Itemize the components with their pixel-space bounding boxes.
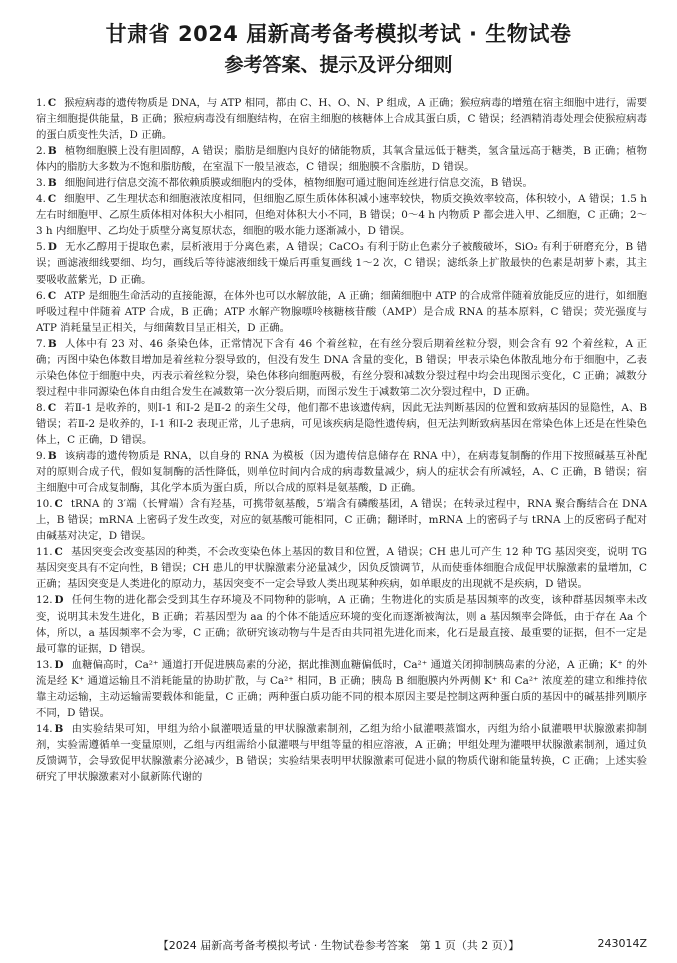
explanation-text: 细胞间进行信息交流不都依赖质膜或细胞内的受体，植物细胞可通过胞间连丝进行信息交流，B 错误。 <box>64 177 533 190</box>
answer-item <box>36 657 647 721</box>
question-number: 7. <box>36 337 46 350</box>
answer-letter: B <box>47 337 57 350</box>
answer-letter: D <box>54 594 64 607</box>
explanation-text: 基因突变会改变基因的种类，不会改变染色体上基因的数目和位置，A 错误；CH 患儿可产生 12 种 TG 基因突变，说明 TG 基因突变具有不定向性，B 错误；CH 患儿的甲状腺激素分泌量减少，因负反馈调节，从而使垂体细胞合成促甲状腺激素的量增加，C 正确；基因突变是人类进化的原动力，基因突变不一定会导致人类出现某种疾病，如单眼皮的出现就不是疾病，D 错误。 <box>36 546 647 591</box>
explanation-text: 该病毒的遗传物质是 RNA，以自身的 RNA 为模板（因为遗传信息储存在 RNA 中），在病毒复制酶的作用下按照碱基互补配对的原则合成子代，假如复制酶的活性降低，则单位时间内合成的病毒数量减少，病人的症状会有所减轻，A、C 正确，B 错误；宿主细胞中可合成复制酶，其化学本质为蛋白质，所以合成的原料是氨基酸，D 正确。 <box>36 450 647 495</box>
answer-item <box>36 448 647 496</box>
answer-item <box>36 496 647 544</box>
answer-item <box>36 721 647 785</box>
explanation-text: tRNA 的 3′端（长臂端）含有羟基，可携带氨基酸，5′端含有磷酸基团，A 错误；在转录过程中，RNA 聚合酶结合在 DNA 上，B 错误；mRNA 上密码子发生改变，对应的氨基酸可能相同，C 正确；翻译时，mRNA 上的密码子与 tRNA 上的反密码子配对由碱基对决定，D 错误。 <box>36 498 647 543</box>
answer-letter: B <box>47 450 57 463</box>
explanation-text: 由实验结果可知，甲组为给小鼠灌喂适量的甲状腺激素制剂，乙组为给小鼠灌喂蒸馏水，丙组为给小鼠灌喂甲状腺激素抑制剂，实验需遵循单一变量原则，乙组与丙组需给小鼠灌喂与甲组等量的相应溶液，A 正确；甲组处理为灌喂甲状腺激素制剂，通过负反馈调节，会导致促甲状腺激素分泌减少，B 错误；实验结果表明甲状腺激素可促进小鼠的物质代谢和能量转换，C 正确；上述实验研究了甲状腺激素对小鼠新陈代谢的 <box>36 722 647 783</box>
answer-letter: D <box>54 658 64 671</box>
answer-item <box>36 143 647 175</box>
question-number: 5. <box>36 241 46 254</box>
question-number: 8. <box>36 401 46 414</box>
answer-item <box>36 175 647 191</box>
question-number: 9. <box>36 450 46 463</box>
answer-letter: C <box>47 193 57 206</box>
question-number: 3. <box>36 177 46 190</box>
page-footer: 【2024 届新高考备考模拟考试 · 生物试卷参考答案 第 1 页（共 2 页）】 <box>157 939 520 952</box>
answer-item <box>36 544 647 592</box>
question-number: 14. <box>36 722 53 735</box>
answer-item <box>36 592 647 656</box>
explanation-text: 猴痘病毒的遗传物质是 DNA，与 ATP 相同，都由 C、H、O、N、P 组成，A 正确；猴痘病毒的增殖在宿主细胞中进行，需要宿主细胞提供能量，B 正确；猴痘病毒没有细胞结构，在宿主细胞的核糖体上合成其蛋白质，C 错误；经酒精消毒处理会使猴痘病毒的蛋白质变性失活，D 正确。 <box>36 97 647 142</box>
paper-code: 243014Z <box>597 937 647 950</box>
answer-item <box>36 288 647 336</box>
page-subtitle: 参考答案、提示及评分细则 <box>224 54 453 76</box>
explanation-text: 无水乙醇用于提取色素，层析液用于分离色素，A 错误；CaCO₃ 有利于防止色素分子被酸破坏，SiO₂ 有利于研磨充分，B 错误；画滤液细线要细、均匀，画线后等待滤液细线干燥后再重复画线 1～2 次，C 错误；滤纸条上扩散最快的色素是胡萝卜素，其主要吸收蓝紫光，D 正确。 <box>36 241 647 286</box>
answer-item <box>36 400 647 448</box>
question-number: 1. <box>36 97 46 109</box>
answer-item <box>36 191 647 239</box>
answer-item <box>36 239 647 287</box>
answer-letter: D <box>47 241 57 254</box>
explanation-text: ATP 是细胞生命活动的直接能源，在体外也可以水解放能，A 正确；细菌细胞中 ATP 的合成常伴随着放能反应的进行，如细胞呼吸过程中伴随着 ATP 合成，B 正确；ATP 水解产物腺嘌呤核糖核苷酸（AMP）是合成 RNA 的基本原料，C 错误；荧光强度与 ATP 消耗量呈正相关，与细菌数目呈正相关，D 正确。 <box>36 289 647 334</box>
answer-letter: B <box>47 145 57 158</box>
explanation-text: 若Ⅱ-1 是收养的，则Ⅰ-1 和Ⅰ-2 是Ⅱ-2 的亲生父母，他们都不患该遗传病，因此无法判断基因的位置和致病基因的显隐性，A、B 错误；若Ⅱ-2 是收养的，Ⅰ-1 和Ⅰ-2 表现正常，儿子患病，可见该疾病是隐性遗传病，但无法判断致病基因在常染色体上还是在性染色体上，C 正确，D 错误。 <box>36 401 647 446</box>
answer-letter: C <box>54 546 63 559</box>
explanation-text: 细胞甲、乙生理状态和细胞液浓度相同，但细胞乙原生质体体积减小速率较快，物质交换效率较高，体积较小，A 错误；1.5 h 左右时细胞甲、乙原生质体相对体积大小相同，但绝对体积大小不同，B 错误；0～4 h 内物质 P 都会进入甲、乙细胞，C 正确；2～3 h 内细胞甲、乙均处于质壁分离复原状态，细胞的吸水能力逐渐减小，D 错误。 <box>36 193 647 238</box>
answer-letter: B <box>47 177 57 190</box>
answer-list <box>36 95 647 785</box>
question-number: 11. <box>36 546 53 559</box>
page-title: 甘肃省 2024 届新高考备考模拟考试 · 生物试卷 <box>105 22 572 46</box>
answer-item <box>36 336 647 400</box>
question-number: 6. <box>36 289 46 302</box>
question-number: 4. <box>36 193 46 206</box>
question-number: 13. <box>36 658 53 671</box>
question-number: 10. <box>36 498 53 511</box>
explanation-text: 任何生物的进化都会受到其生存环境及不同物种的影响，A 正确；生物进化的实质是基因频率的改变，该种群基因频率未改变，说明其未发生进化，B 正确；若基因型为 aa 的个体不能适应环境的变化而逐渐被淘汰，则 a 基因频率会降低，由于存在 Aa 个体，所以，a 基因频率不会为零，C 正确；欲研究该动物与牛是否由共同祖先进化而来，化石是最直接、最重要的证据，但不一定是最可靠的证据，D 错误。 <box>36 594 647 655</box>
question-number: 2. <box>36 145 46 158</box>
explanation-text: 人体中有 23 对、46 条染色体，正常情况下含有 46 个着丝粒，在有丝分裂后期着丝粒分裂，则会含有 92 个着丝粒，A 正确；丙图中染色体数目增加是着丝粒分裂导致的，但没有发生 DNA 含量的变化，B 错误；甲表示染色体散乱地分布于细胞中，乙表示染色体位于细胞中央，丙表示着丝粒分裂，染色体移向细胞两极，有丝分裂和减数分裂过程中均会出现图示变化，C 正确；减数分裂过程中非同源染色体自由组合发生在减数第一次分裂后期，而图示发生于减数第二次分裂过程中，D 正确。 <box>36 337 647 398</box>
answer-letter: C <box>54 498 63 511</box>
answer-letter: B <box>54 722 64 735</box>
question-number: 12. <box>36 594 53 607</box>
answer-letter: C <box>47 401 57 414</box>
answer-letter: C <box>47 97 57 109</box>
answer-letter: C <box>47 289 57 302</box>
explanation-text: 植物细胞膜上没有胆固醇，A 错误；脂肪是细胞内良好的储能物质，其氧含量远低于糖类，氢含量远高于糖类，B 正确；植物体内的脂肪大多数为不饱和脂肪酸，在室温下一般呈液态，C 错误；细胞膜不含脂肪，D 错误。 <box>36 145 647 174</box>
answer-item <box>36 95 647 143</box>
explanation-text: 血糖偏高时，Ca²⁺ 通道打开促进胰岛素的分泌，据此推测血糖偏低时，Ca²⁺ 通道关闭抑制胰岛素的分泌，A 正确；K⁺ 的外流是经 K⁺ 通道运输且不消耗能量的协助扩散，与 Ca²⁺ 相同，B 正确；胰岛 B 细胞膜内外两侧 K⁺ 和 Ca²⁺ 浓度差的建立和维持依靠主动运输，主动运输需要载体和能量，C 正确；两种蛋白质功能不同的根本原因主要是控制这两种蛋白质的基因中的碱基排列顺序不同，D 错误。 <box>36 658 647 719</box>
